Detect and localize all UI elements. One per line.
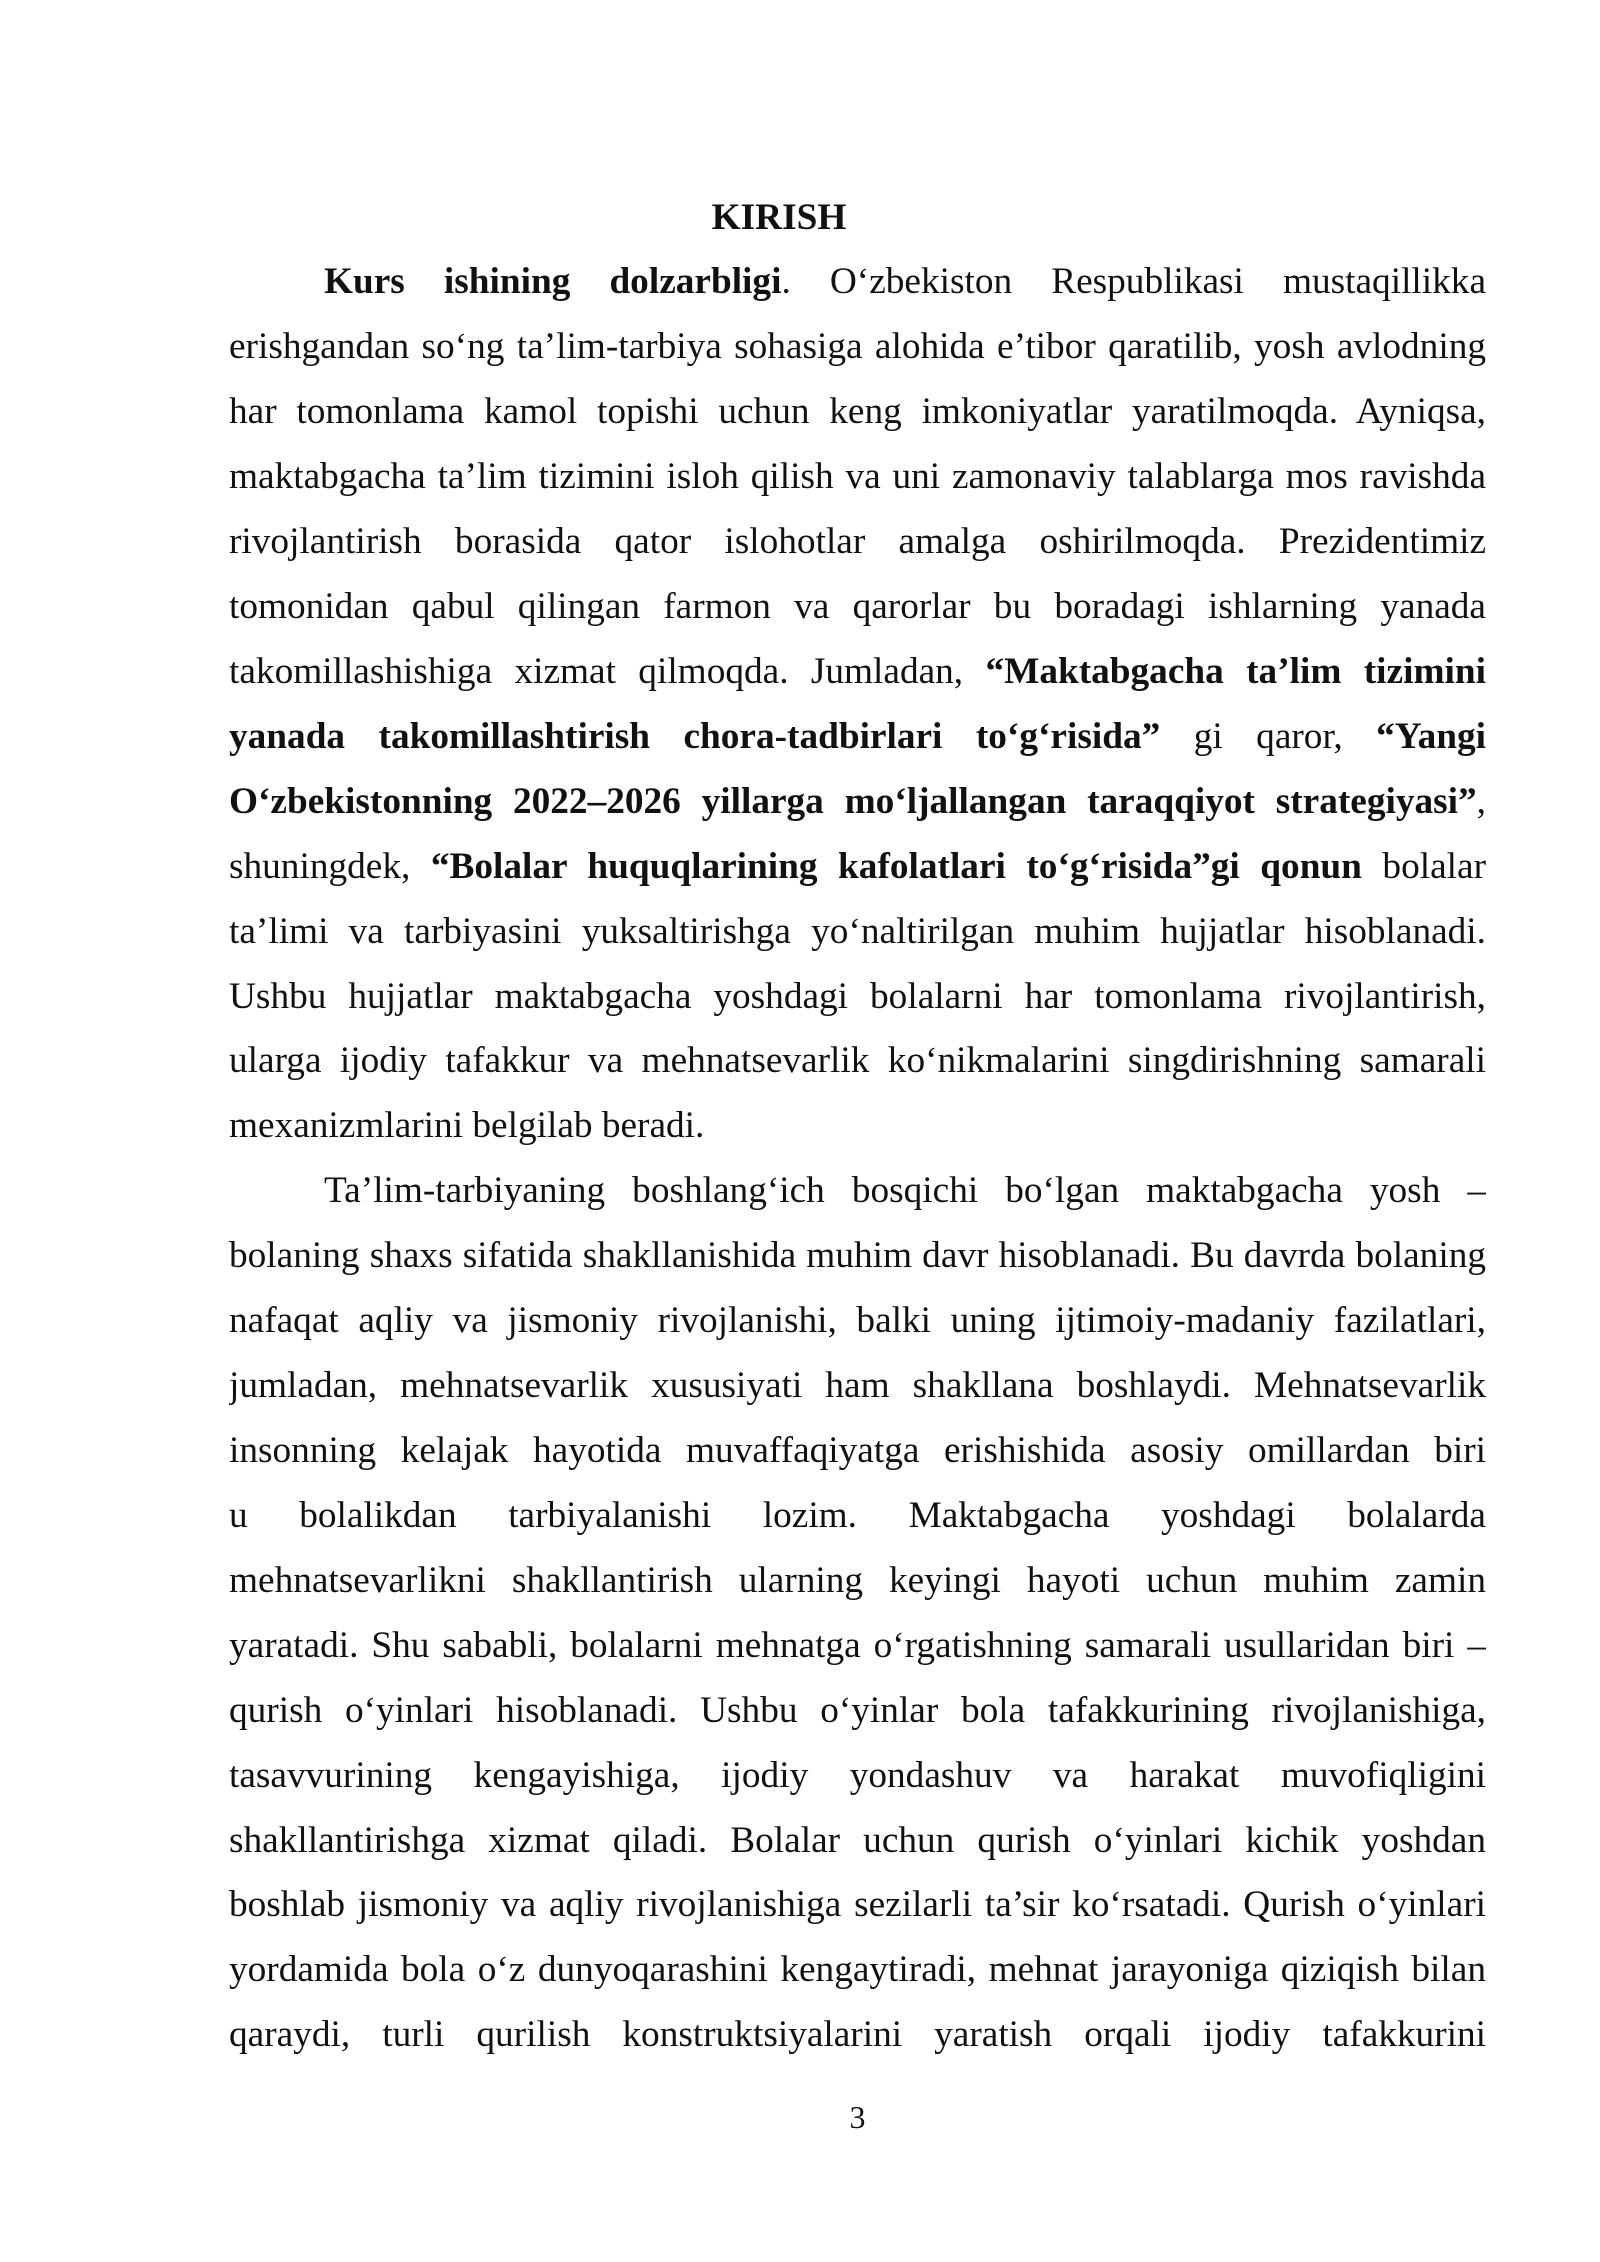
text-line [229, 1224, 1486, 1289]
text-run: yordamida bola o‘z dunyoqarashini kengaytiradi, mehnat jarayoniga qiziqish bilan [229, 1949, 1486, 1991]
paragraph-relevance [229, 250, 1486, 1159]
bold-text: “Yangi [1376, 715, 1486, 757]
text-line [229, 1094, 1486, 1159]
text-line [229, 965, 1486, 1030]
text-line [229, 1679, 1486, 1744]
text-line [229, 1159, 1486, 1224]
text-run: Ta’lim-tarbiyaning boshlang‘ich bosqichi bo‘lgan maktabgacha yosh – [324, 1170, 1486, 1212]
text-run: ularga ijodiy tafakkur va mehnatsevarlik ko‘nikmalarini singdirishning samarali [229, 1040, 1486, 1082]
text-line [229, 770, 1486, 835]
text-line [229, 250, 1486, 315]
bold-text: “Maktabgacha ta’lim tizimini [985, 650, 1486, 692]
text-run: boshlab jismoniy va aqliy rivojlanishiga sezilarli ta’sir ko‘rsatadi. Qurish o‘yinlari [229, 1884, 1486, 1926]
section-heading: KIRISH [711, 196, 847, 238]
page-body [229, 186, 1486, 2069]
text-line [229, 510, 1486, 575]
text-run: nafaqat aqliy va jismoniy rivojlanishi, balki uning ijtimoiy-madaniy fazilatlari, [229, 1300, 1486, 1342]
text-run: mexanizmlarini belgilab beradi. [229, 1105, 705, 1147]
text-line [229, 1614, 1486, 1679]
text-run: bolaning shaxs sifatida shakllanishida muhim davr hisoblanadi. Bu davrda bolaning [229, 1235, 1486, 1277]
text-line [229, 1484, 1486, 1549]
text-run: , [1476, 780, 1486, 822]
text-run: . O‘zbekiston Respublikasi mustaqillikka [781, 261, 1486, 303]
text-run: u bolalikdan tarbiyalanishi lozim. Maktabgacha yoshdagi bolalarda [229, 1494, 1486, 1536]
text-run: shakllantirishga xizmat qiladi. Bolalar uchun qurish o‘yinlari kichik yoshdan [229, 1819, 1486, 1861]
text-run: rivojlantirish borasida qator islohotlar amalga oshirilmoqda. Prezidentimiz [229, 521, 1486, 563]
text-line [229, 835, 1486, 900]
text-line [229, 1029, 1486, 1094]
bold-text: O‘zbekistonning 2022–2026 yillarga mo‘ljallangan taraqqiyot strategiyasi” [229, 780, 1477, 822]
paragraph-preschool-education [229, 1159, 1486, 2068]
text-run: yaratadi. Shu sababli, bolalarni mehnatga o‘rgatishning samarali usullaridan biri – [229, 1624, 1486, 1666]
text-run: Ushbu hujjatlar maktabgacha yoshdagi bolalarni har tomonlama rivojlantirish, [229, 975, 1486, 1017]
text-line [229, 1354, 1486, 1419]
text-line [229, 315, 1486, 380]
text-run: har tomonlama kamol topishi uchun keng imkoniyatlar yaratilmoqda. Ayniqsa, [229, 391, 1486, 433]
text-line [229, 2003, 1486, 2068]
text-run: tomonidan qabul qilingan farmon va qarorlar bu boradagi ishlarning yanada [229, 586, 1486, 628]
bold-text: yanada takomillashtirish chora-tadbirlari to‘g‘risida” [229, 715, 1161, 757]
text-line [229, 1289, 1486, 1354]
text-line [229, 1419, 1486, 1484]
text-run: erishgandan so‘ng ta’lim-tarbiya sohasiga alohida e’tibor qaratilib, yosh avlodning [229, 326, 1486, 368]
text-line [229, 1809, 1486, 1874]
text-line [229, 380, 1486, 445]
text-line [229, 705, 1486, 770]
text-run: qaraydi, turli qurilish konstruktsiyalarini yaratish orqali ijodiy tafakkurini [229, 2014, 1486, 2056]
bold-text: Kurs ishining dolzarbligi [324, 261, 782, 303]
text-run: takomillashishiga xizmat qilmoqda. Jumladan, [229, 650, 986, 692]
text-run: maktabgacha ta’lim tizimini isloh qilish va uni zamonaviy talablarga mos ravishda [229, 456, 1486, 498]
text-line [229, 1744, 1486, 1809]
page-number: 3 [849, 2099, 866, 2135]
text-line [229, 1549, 1486, 1614]
text-run: mehnatsevarlikni shakllantirish ularning keyingi hayoti uchun muhim zamin [229, 1559, 1486, 1601]
text-line [229, 640, 1486, 705]
text-run: shuningdek, [229, 845, 431, 887]
text-line [229, 1873, 1486, 1938]
text-run: insonning kelajak hayotida muvaffaqiyatga erishishida asosiy omillardan biri [229, 1430, 1486, 1472]
text-line [229, 445, 1486, 510]
bold-text: “Bolalar huquqlarining kafolatlari to‘g‘risida”gi qonun [430, 845, 1362, 887]
text-line [229, 900, 1486, 965]
text-line [229, 575, 1486, 640]
text-run: jumladan, mehnatsevarlik xususiyati ham shakllana boshlaydi. Mehnatsevarlik [229, 1365, 1486, 1407]
text-line [229, 1938, 1486, 2003]
text-run: ta’limi va tarbiyasini yuksaltirishga yo‘naltirilgan muhim hujjatlar hisoblanadi. [229, 910, 1486, 952]
text-run: bolalar [1361, 845, 1486, 887]
text-run: tasavvurining kengayishiga, ijodiy yondashuv va harakat muvofiqligini [229, 1754, 1486, 1796]
text-run: qurish o‘yinlari hisoblanadi. Ushbu o‘yinlar bola tafakkurining rivojlanishiga, [229, 1689, 1486, 1731]
text-run: gi qaror, [1160, 715, 1377, 757]
